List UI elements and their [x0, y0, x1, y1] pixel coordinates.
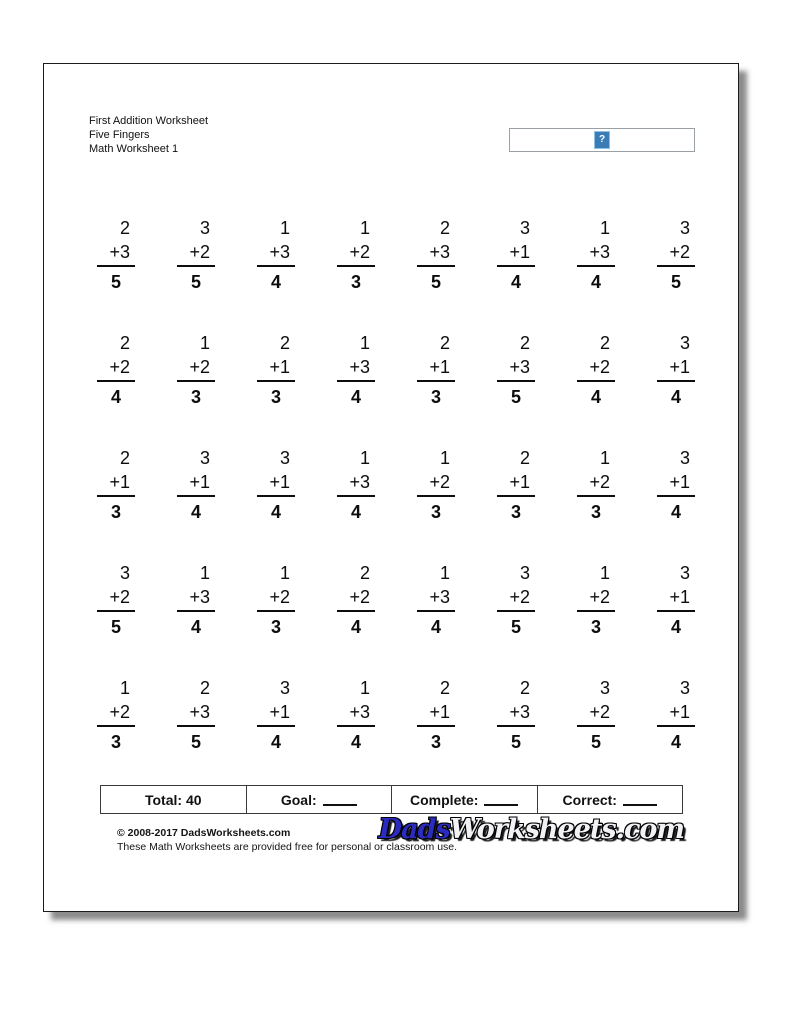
answer: 4: [190, 617, 201, 637]
problem: [177, 216, 215, 331]
dadsworksheets-logo: [379, 814, 684, 845]
bottom-addend: +1: [417, 355, 455, 382]
top-addend: 2: [119, 333, 130, 353]
top-addend: 1: [599, 218, 610, 238]
score-cell-correct: [538, 786, 683, 813]
problem: [337, 216, 375, 331]
top-addend: 1: [119, 678, 130, 698]
logo-worksheets: Worksheets: [449, 814, 616, 845]
answer: 4: [430, 617, 441, 637]
top-addend: 2: [439, 678, 450, 698]
bottom-addend: +2: [577, 355, 615, 382]
logo-com: .com: [615, 814, 684, 845]
answer: 4: [590, 387, 601, 407]
top-addend: 2: [359, 563, 370, 583]
score-cell-complete: [392, 786, 538, 813]
answer: 5: [110, 617, 121, 637]
answer: 4: [670, 617, 681, 637]
bottom-addend: +1: [497, 470, 535, 497]
problem: [657, 676, 695, 791]
top-addend: 3: [679, 448, 690, 468]
answer: 3: [270, 617, 281, 637]
bottom-addend: +1: [417, 700, 455, 727]
goal-label: Goal:: [280, 791, 317, 808]
bottom-addend: +2: [497, 585, 535, 612]
bottom-addend: +1: [657, 585, 695, 612]
bottom-addend: +1: [657, 355, 695, 382]
answer: 5: [670, 272, 681, 292]
top-addend: 2: [519, 678, 530, 698]
top-addend: 1: [279, 563, 290, 583]
bottom-addend: +2: [577, 470, 615, 497]
top-addend: 1: [439, 448, 450, 468]
answer: 4: [350, 732, 361, 752]
bottom-addend: +2: [97, 585, 135, 612]
bottom-addend: +3: [337, 700, 375, 727]
worksheet-number: Math Worksheet 1: [89, 143, 179, 155]
top-addend: 2: [519, 448, 530, 468]
problem: [497, 216, 535, 331]
answer: 4: [590, 272, 601, 292]
answer: 4: [350, 502, 361, 522]
problem: [657, 446, 695, 561]
license-line: These Math Worksheets are provided free for personal or classroom use.: [117, 841, 458, 853]
top-addend: 1: [599, 448, 610, 468]
bottom-addend: +3: [577, 240, 615, 267]
top-addend: 3: [679, 678, 690, 698]
top-addend: 1: [359, 678, 370, 698]
bottom-addend: +1: [257, 470, 295, 497]
bottom-addend: +3: [97, 240, 135, 267]
answer: 5: [510, 617, 521, 637]
answer: 4: [670, 502, 681, 522]
complete-blank-line: [484, 793, 518, 806]
answer: 3: [590, 617, 601, 637]
worksheet-page: [43, 63, 739, 912]
bottom-addend: +2: [337, 240, 375, 267]
bottom-addend: +1: [257, 355, 295, 382]
problem: [337, 561, 375, 676]
top-addend: 2: [199, 678, 210, 698]
answer: 3: [430, 732, 441, 752]
answer: 5: [190, 732, 201, 752]
problem: [657, 561, 695, 676]
bottom-addend: +3: [497, 700, 535, 727]
answer: 4: [670, 732, 681, 752]
worksheet-title: First Addition Worksheet: [89, 115, 209, 127]
bottom-addend: +3: [257, 240, 295, 267]
problem: [257, 331, 295, 446]
problem: [417, 331, 455, 446]
bottom-addend: +3: [337, 470, 375, 497]
logo-dads: Dads: [378, 814, 450, 845]
answer: 5: [430, 272, 441, 292]
bottom-addend: +3: [497, 355, 535, 382]
answer: 3: [510, 502, 521, 522]
answer: 5: [590, 732, 601, 752]
answer: 3: [110, 502, 121, 522]
broken-image-icon: ?: [594, 131, 610, 149]
problem: [577, 216, 615, 331]
problem: [417, 216, 455, 331]
answer: 3: [430, 387, 441, 407]
bottom-addend: +1: [97, 470, 135, 497]
problem: [577, 561, 615, 676]
top-addend: 1: [359, 218, 370, 238]
complete-label: Complete:: [410, 791, 479, 808]
bottom-addend: +3: [417, 585, 455, 612]
top-addend: 2: [439, 333, 450, 353]
top-addend: 1: [199, 333, 210, 353]
problem: [337, 446, 375, 561]
problem: [497, 561, 535, 676]
bottom-addend: +1: [657, 700, 695, 727]
problem: [657, 216, 695, 331]
score-cell-goal: [247, 786, 393, 813]
correct-blank-line: [623, 793, 657, 806]
score-cell-total: [101, 786, 247, 813]
bottom-addend: +1: [657, 470, 695, 497]
problem: [577, 676, 615, 791]
top-addend: 3: [199, 218, 210, 238]
bottom-addend: +2: [337, 585, 375, 612]
top-addend: 3: [519, 563, 530, 583]
top-addend: 3: [519, 218, 530, 238]
top-addend: 3: [679, 333, 690, 353]
top-addend: 2: [279, 333, 290, 353]
answer: 3: [350, 272, 361, 292]
answer: 4: [270, 502, 281, 522]
problem: [177, 331, 215, 446]
problem: [577, 446, 615, 561]
answer: 5: [110, 272, 121, 292]
answer: 4: [350, 387, 361, 407]
answer: 3: [270, 387, 281, 407]
answer: 3: [590, 502, 601, 522]
top-addend: 2: [119, 218, 130, 238]
bottom-addend: +3: [177, 700, 215, 727]
goal-blank-line: [323, 793, 357, 806]
top-addend: 3: [679, 563, 690, 583]
top-addend: 2: [119, 448, 130, 468]
score-bar: [100, 785, 683, 814]
bottom-addend: +3: [177, 585, 215, 612]
problem: [577, 331, 615, 446]
problem: [97, 216, 135, 331]
worksheet-subtitle: Five Fingers: [89, 129, 150, 141]
problem: [177, 676, 215, 791]
correct-label: Correct:: [562, 791, 617, 808]
problem: [177, 446, 215, 561]
bottom-addend: +2: [657, 240, 695, 267]
bottom-addend: +2: [417, 470, 455, 497]
problem: [657, 331, 695, 446]
problem: [257, 676, 295, 791]
problem: [417, 446, 455, 561]
top-addend: 3: [599, 678, 610, 698]
problem: [417, 676, 455, 791]
top-addend: 3: [279, 678, 290, 698]
answer: 5: [510, 387, 521, 407]
bottom-addend: +1: [177, 470, 215, 497]
answer: 4: [190, 502, 201, 522]
total-label: Total: 40: [144, 791, 202, 808]
bottom-addend: +3: [337, 355, 375, 382]
top-addend: 1: [359, 333, 370, 353]
top-addend: 3: [279, 448, 290, 468]
answer: 4: [270, 272, 281, 292]
bottom-addend: +2: [257, 585, 295, 612]
top-addend: 1: [599, 563, 610, 583]
bottom-addend: +2: [97, 700, 135, 727]
answer: 4: [510, 272, 521, 292]
bottom-addend: +2: [97, 355, 135, 382]
top-addend: 3: [199, 448, 210, 468]
answer: 3: [110, 732, 121, 752]
top-addend: 2: [599, 333, 610, 353]
top-addend: 1: [359, 448, 370, 468]
top-addend: 2: [439, 218, 450, 238]
bottom-addend: +2: [577, 585, 615, 612]
answer: 4: [110, 387, 121, 407]
top-addend: 1: [279, 218, 290, 238]
problem: [97, 446, 135, 561]
top-addend: 3: [119, 563, 130, 583]
copyright-line: © 2008-2017 DadsWorksheets.com: [117, 827, 291, 839]
answer: 5: [190, 272, 201, 292]
problem: [497, 331, 535, 446]
problem: [177, 561, 215, 676]
answer: 3: [430, 502, 441, 522]
answer-key-image-box: [509, 128, 695, 152]
top-addend: 2: [519, 333, 530, 353]
worksheet-header: [89, 114, 208, 156]
top-addend: 3: [679, 218, 690, 238]
top-addend: 1: [439, 563, 450, 583]
bottom-addend: +2: [577, 700, 615, 727]
answer: 4: [670, 387, 681, 407]
problems-grid: [76, 216, 716, 791]
top-addend: 1: [199, 563, 210, 583]
answer: 3: [190, 387, 201, 407]
bottom-addend: +1: [257, 700, 295, 727]
problem: [257, 561, 295, 676]
answer: 4: [350, 617, 361, 637]
problem: [257, 216, 295, 331]
bottom-addend: +3: [417, 240, 455, 267]
answer: 4: [270, 732, 281, 752]
problem: [97, 561, 135, 676]
problem: [257, 446, 295, 561]
answer: 5: [510, 732, 521, 752]
bottom-addend: +2: [177, 355, 215, 382]
bottom-addend: +2: [177, 240, 215, 267]
problem: [497, 446, 535, 561]
bottom-addend: +1: [497, 240, 535, 267]
problem: [337, 676, 375, 791]
problem: [97, 331, 135, 446]
problem: [417, 561, 455, 676]
problem: [337, 331, 375, 446]
problem: [97, 676, 135, 791]
problem: [497, 676, 535, 791]
